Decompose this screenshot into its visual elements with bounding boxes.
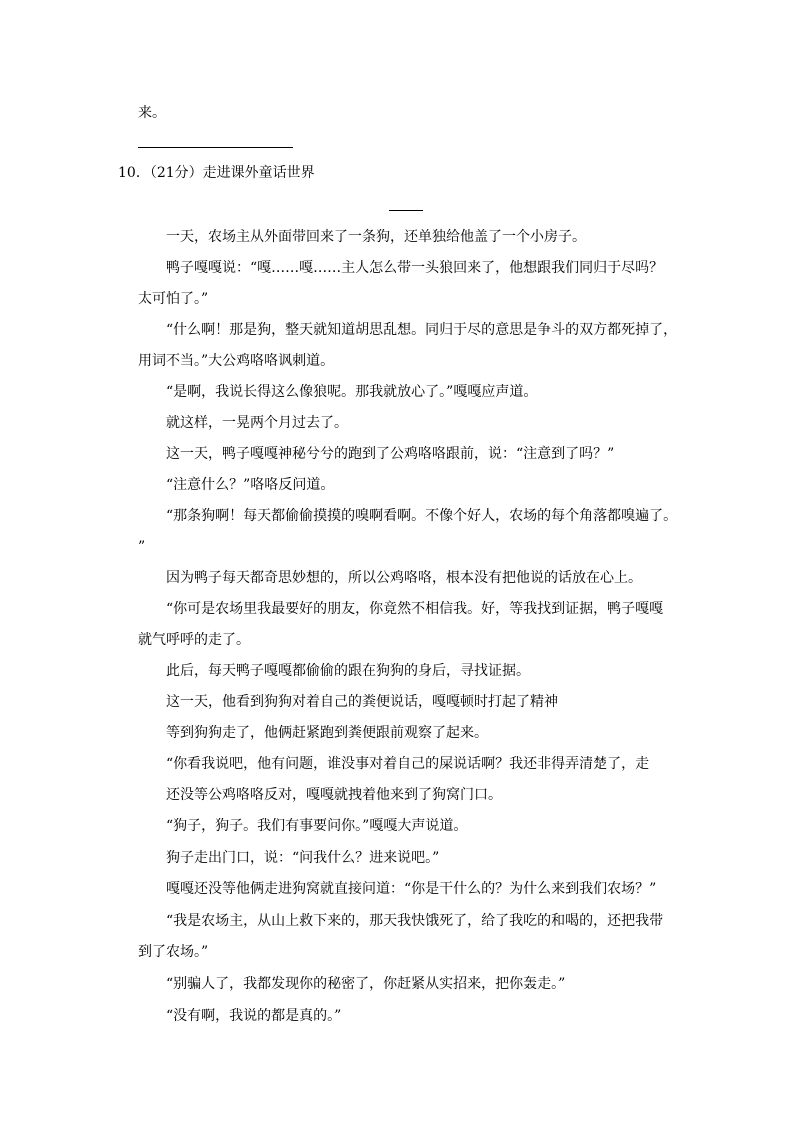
story-line: ” [138, 539, 146, 555]
previous-answer-tail: 来。 [138, 105, 166, 121]
story-line: 狗子走出门口，说：“问我什么？进来说吧。” [166, 850, 440, 866]
story-line: “那条狗啊！每天都偷偷摸摸的嗅啊看啊。不像个好人，农场的每个角落都嗅遍了。 [166, 508, 678, 524]
story-line: “什么啊！那是狗，整天就知道胡思乱想。同归于尽的意思是争斗的双方都死掉了， [166, 322, 678, 338]
story-title-blank [389, 210, 423, 211]
story-line: 这一天，他看到狗狗对着自己的粪便说话，嘎嘎顿时打起了精神 [166, 694, 558, 710]
story-line: 就这样，一晃两个月过去了。 [166, 415, 348, 431]
story-line: 因为鸭子每天都奇思妙想的，所以公鸡咯咯，根本没有把他说的话放在心上。 [166, 570, 642, 586]
story-line: 就气呼呼的走了。 [138, 632, 250, 648]
story-line: 这一天，鸭子嘎嘎神秘兮兮的跑到了公鸡咯咯跟前，说：“注意到了吗？” [166, 446, 615, 462]
story-line: 到了农场。” [138, 944, 209, 960]
question-number: 10． [118, 165, 150, 181]
story-line: 鸭子嘎嘎说：“嘎……嘎……主人怎么带一头狼回来了，他想跟我们同归于尽吗？ [166, 260, 664, 276]
story-line: 等到狗狗走了，他俩赶紧跑到粪便跟前观察了起来。 [166, 725, 488, 741]
story-line: “你可是农场里我最要好的朋友，你竟然不相信我。好，等我找到证据，鸭子嘎嘎 [166, 601, 664, 617]
story-line: 一天，农场主从外面带回来了一条狗，还单独给他盖了一个小房子。 [166, 229, 586, 245]
story-line: 太可怕了。” [138, 291, 209, 307]
answer-underline [138, 147, 293, 148]
story-line: “没有啊，我说的都是真的。” [166, 1008, 342, 1024]
story-line: 用词不当。”大公鸡咯咯讽刺道。 [138, 353, 335, 369]
story-line: “狗子，狗子。我们有事要问你。”嘎嘎大声说道。 [166, 818, 468, 834]
question-score: （21分） [149, 165, 203, 181]
question-heading [118, 163, 315, 183]
story-line: 还没等公鸡咯咯反对，嘎嘎就拽着他来到了狗窝门口。 [166, 787, 502, 803]
story-line: 嘎嘎还没等他俩走进狗窝就直接问道：“你是干什么的？为什么来到我们农场？” [166, 881, 657, 897]
story-line: “别骗人了，我都发现你的秘密了，你赶紧从实招来，把你轰走。” [166, 976, 566, 992]
story-line: “我是农场主，从山上救下来的，那天我快饿死了，给了我吃的和喝的，还把我带 [166, 913, 664, 929]
story-line: “你看我说吧，他有问题，谁没事对着自己的屎说话啊？我还非得弄清楚了，走 [166, 756, 650, 772]
question-title: 走进课外童话世界 [202, 165, 315, 181]
story-line: “是啊，我说长得这么像狼呢。那我就放心了。”嘎嘎应声道。 [166, 384, 538, 400]
story-line: “注意什么？”咯咯反问道。 [166, 477, 335, 493]
story-line: 此后，每天鸭子嘎嘎都偷偷的跟在狗狗的身后，寻找证据。 [166, 663, 530, 679]
